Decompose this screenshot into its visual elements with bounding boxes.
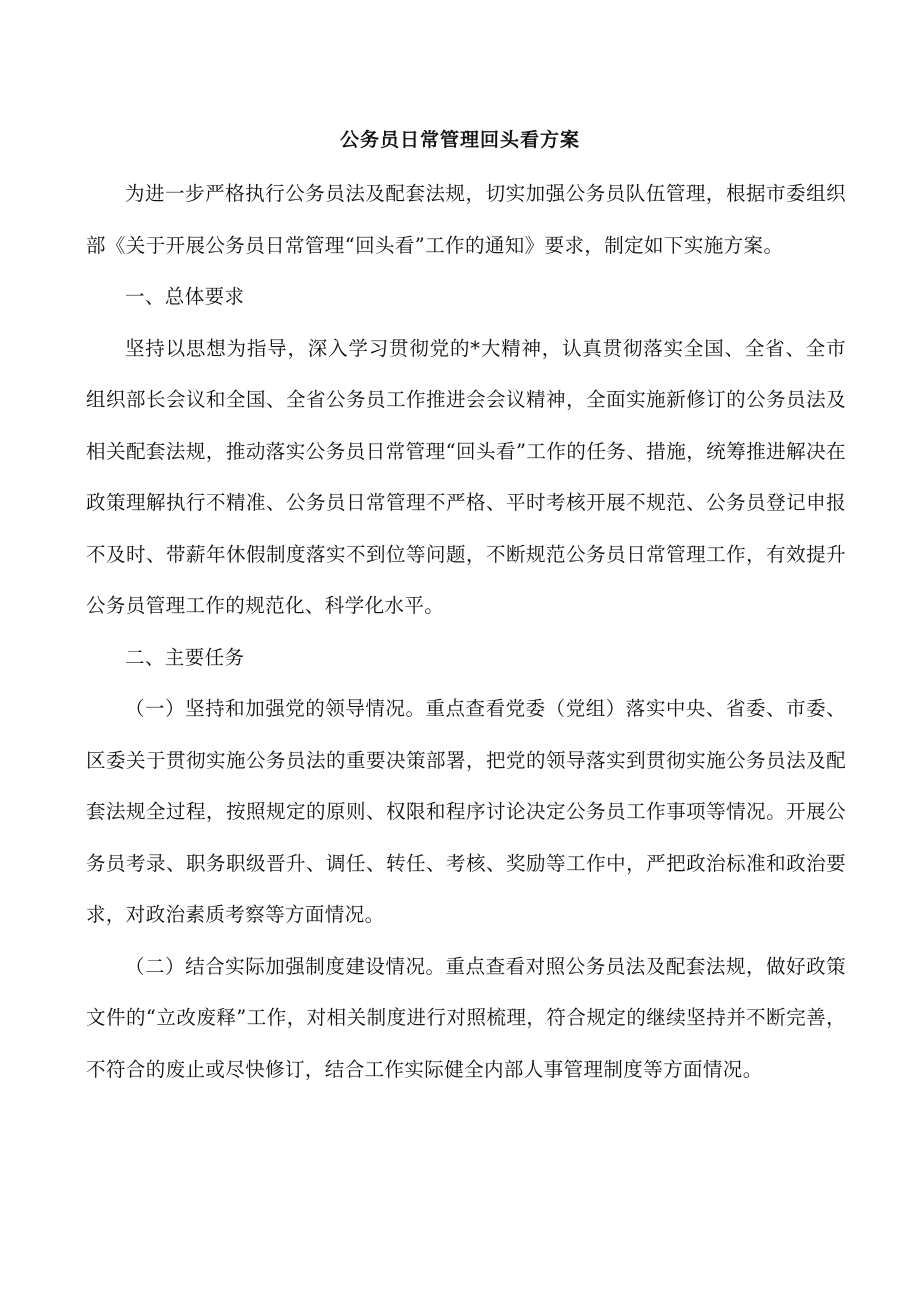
- document-body: [86, 168, 846, 1095]
- overall-requirements-paragraph: 坚持以思想为指导，深入学习贯彻党的*大精神，认真贯彻落实全国、全省、全市组织部长会议和全国、全省公务员工作推进会会议精神，全面实施新修订的公务员法及相关配套法规，推动落实公务员日常管理“回头看”工作的任务、措施，统筹推进解决在政策理解执行不精准、公务员日常管理不严格、平时考核开展不规范、公务员登记申报不及时、带薪年休假制度落实不到位等问题，不断规范公务员日常管理工作，有效提升公务员管理工作的规范化、科学化水平。: [86, 336, 846, 617]
- section-heading-overall-requirements: 一、总体要求: [125, 285, 245, 308]
- task-paragraph-1: （一）坚持和加强党的领导情况。重点查看党委（党组）落实中央、省委、市委、区委关于贯彻实施公务员法的重要决策部署，把党的领导落实到贯彻实施公务员法及配套法规全过程，按照规定的原则、权限和程序讨论决定公务员工作事项等情况。开展公务员考录、职务职级晋升、调任、转任、考核、奖励等工作中，严把政治标准和政治要求，对政治素质考察等方面情况。: [86, 697, 846, 926]
- task-paragraph-2: （二）结合实际加强制度建设情况。重点查看对照公务员法及配套法规，做好政策文件的“立改废释”工作，对相关制度进行对照梳理，符合规定的继续坚持并不断完善，不符合的废止或尽快修订，结合工作实际健全内部人事管理制度等方面情况。: [86, 954, 846, 1081]
- intro-paragraph: 为进一步严格执行公务员法及配套法规，切实加强公务员队伍管理，根据市委组织部《关于开展公务员日常管理“回头看”工作的通知》要求，制定如下实施方案。: [86, 182, 846, 257]
- document-title: 公务员日常管理回头看方案: [339, 129, 580, 151]
- section-heading-main-tasks: 二、主要任务: [125, 645, 245, 669]
